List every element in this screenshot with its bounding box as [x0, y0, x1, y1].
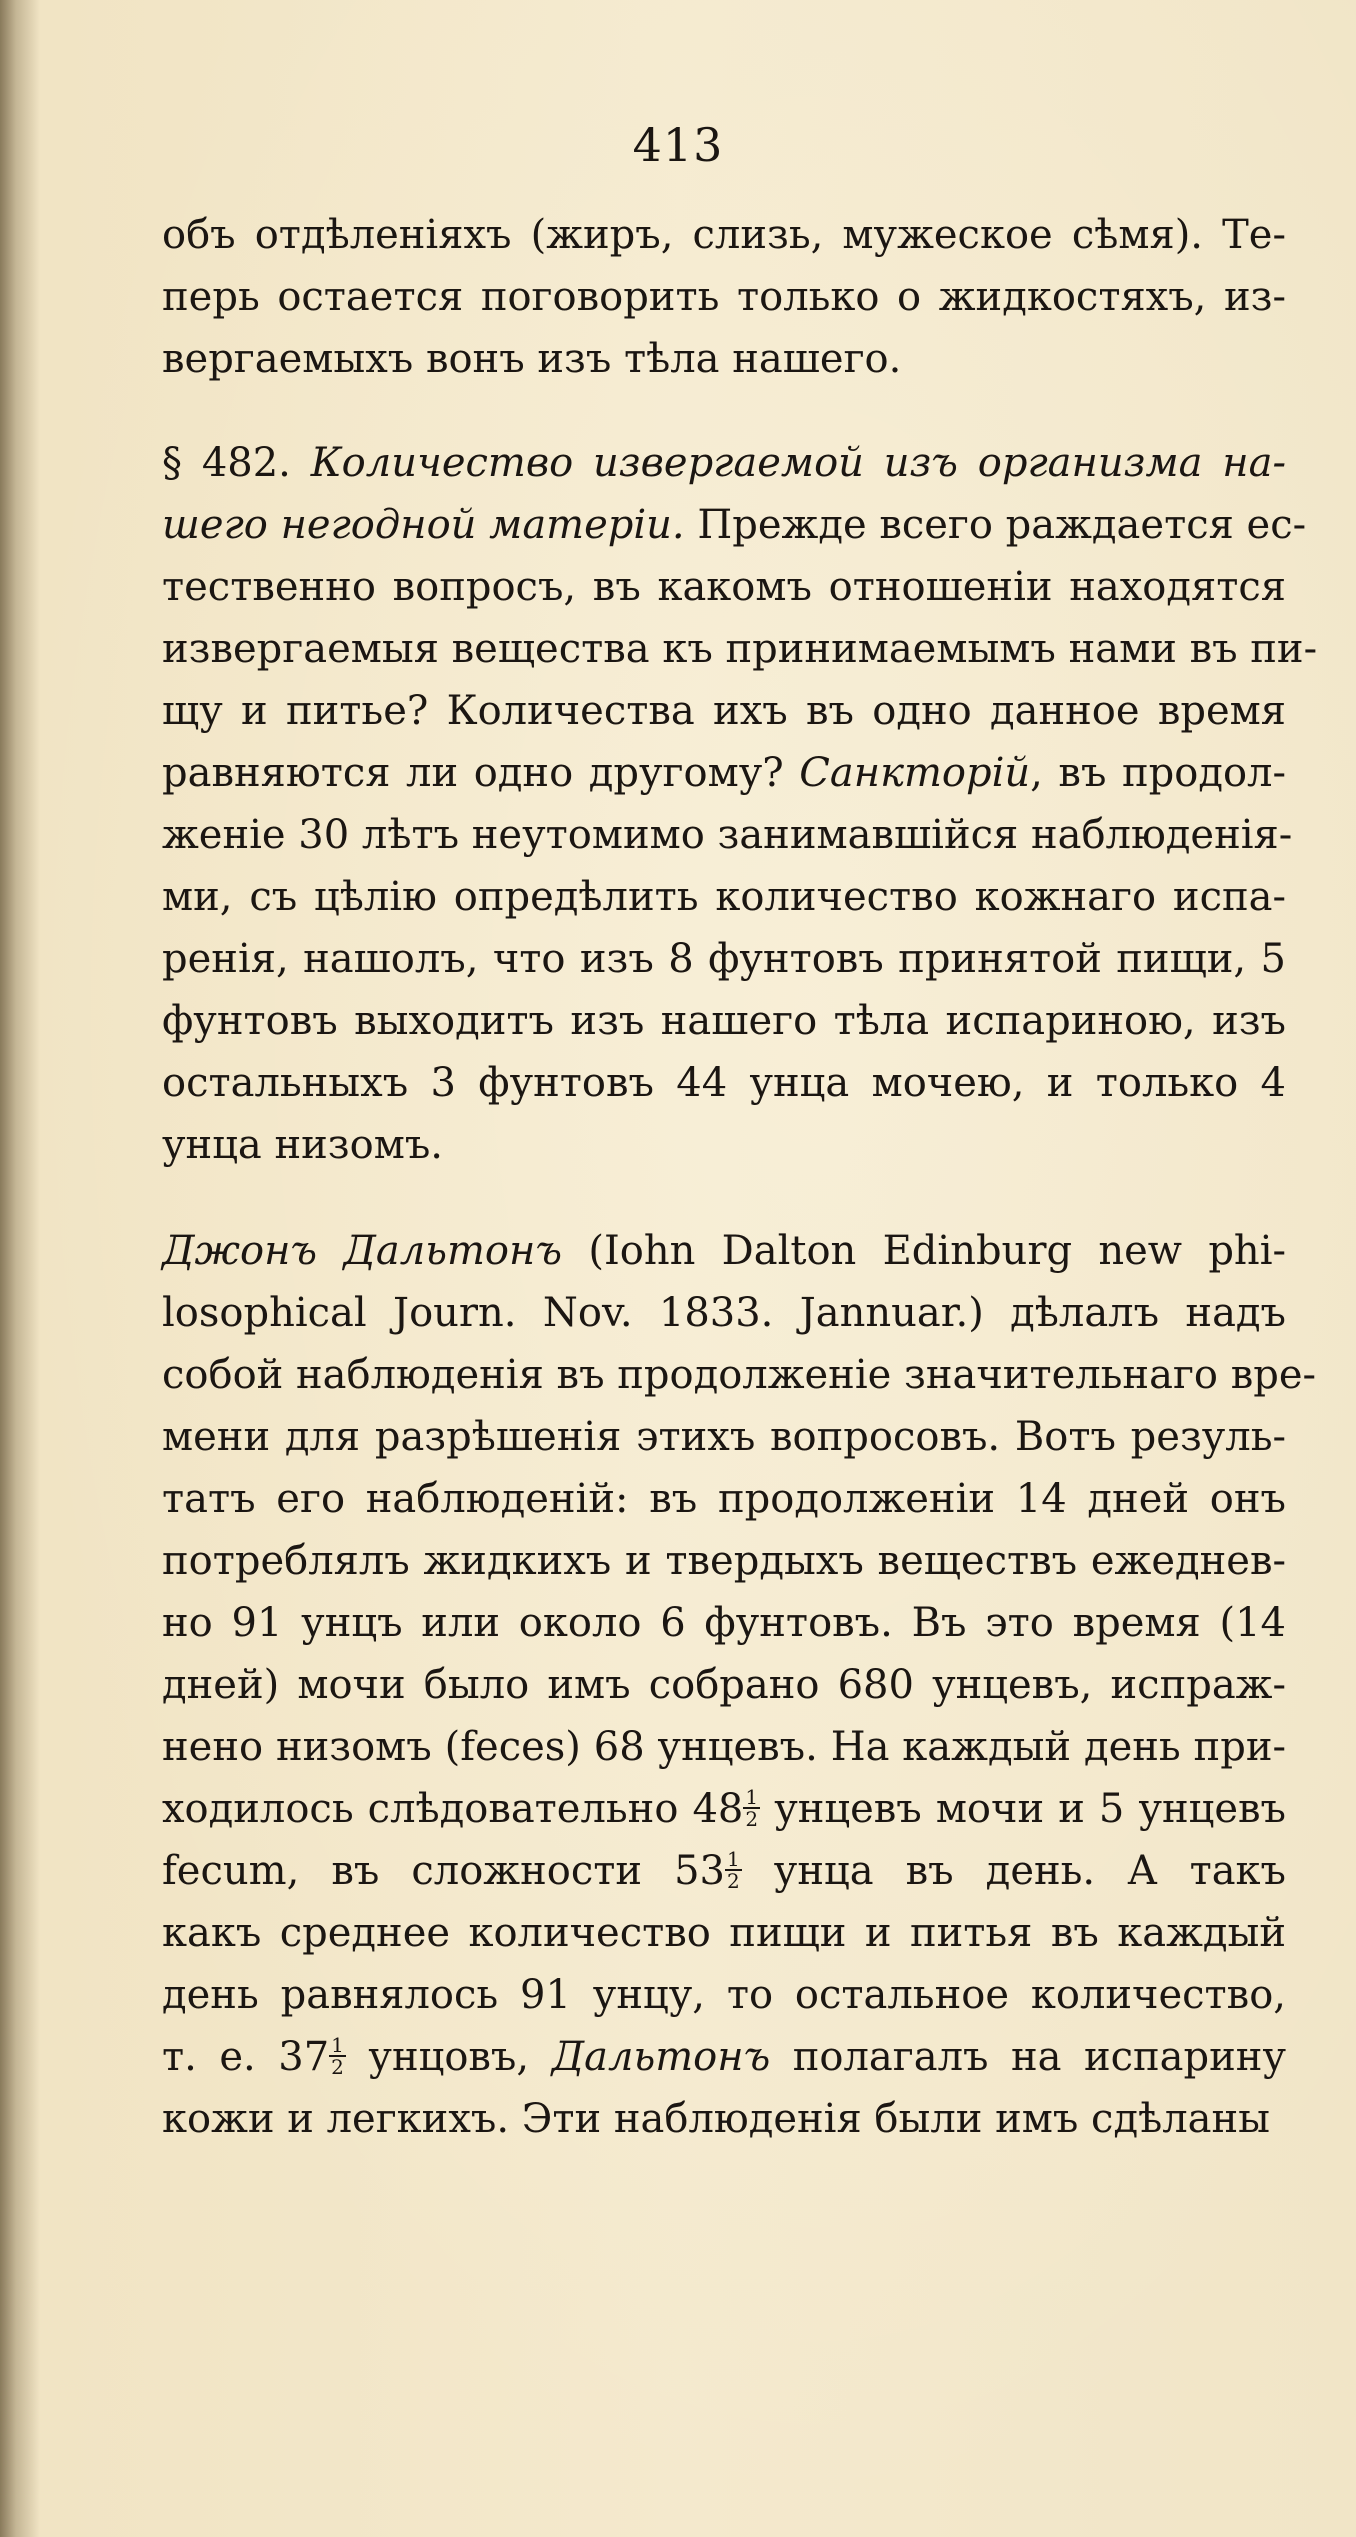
text-run: день равнялось 91 унцу, то остальное количество,	[162, 1972, 1286, 2018]
text-line	[162, 866, 1286, 928]
text-run: вергаемыхъ вонъ изъ тѣла нашего.	[162, 336, 902, 382]
text-run: кожи и легкихъ. Эти наблюденія были имъ сдѣланы	[162, 2096, 1270, 2142]
text-run: какъ среднее количество пищи и питья въ каждый	[162, 1910, 1286, 1956]
italic-run: шего негодной матеріи.	[162, 502, 685, 548]
text-line	[162, 2026, 1286, 2088]
text-line	[162, 1114, 1286, 1176]
text-line	[162, 2088, 1286, 2150]
text-line	[162, 1716, 1286, 1778]
fraction-denominator: 2	[745, 1807, 759, 1831]
binding-shadow	[0, 0, 40, 2537]
text-line	[162, 1902, 1286, 1964]
text-run: унца низомъ.	[162, 1122, 443, 1168]
fraction-numerator: 1	[727, 1847, 740, 1871]
text-run: фунтовъ выходитъ изъ нашего тѣла испариною, изъ	[162, 998, 1286, 1044]
text-run: Прежде всего раждается ес-	[684, 502, 1307, 548]
text-run: losophical Journ. Nov. 1833. Jannuar.) дѣлалъ надъ	[162, 1290, 1286, 1336]
text-run: ходилось слѣдовательно 48	[162, 1786, 744, 1832]
text-line	[162, 990, 1286, 1052]
text-run: ренія, нашолъ, что изъ 8 фунтовъ принятой пищи, 5	[162, 936, 1286, 982]
italic-run: Санкторій	[799, 750, 1031, 796]
fraction-denominator: 2	[727, 1869, 740, 1893]
italic-run: Джонъ Дальтонъ	[162, 1228, 563, 1274]
text-line	[162, 1778, 1286, 1840]
page-number: 413	[632, 118, 724, 172]
text-run: т. е. 37	[162, 2034, 330, 2080]
text-run: объ отдѣленіяхъ (жиръ, слизь, мужеское сѣмя). Те-	[162, 212, 1286, 258]
text-line	[162, 1344, 1317, 1406]
fraction-numerator: 1	[331, 2033, 344, 2057]
text-run: собой наблюденія въ продолженіе значительнаго вре-	[162, 1352, 1317, 1398]
text-run: равняются ли одно другому?	[162, 750, 800, 796]
text-run: мени для разрѣшенія этихъ вопросовъ. Вотъ резуль-	[162, 1414, 1286, 1460]
text-run: ми, съ цѣлію опредѣлить количество кожнаго испа-	[162, 874, 1286, 920]
text-run: дней) мочи было имъ собрано 680 унцевъ, испраж-	[162, 1662, 1286, 1708]
text-run: перь остается поговорить только о жидкостяхъ, из-	[162, 274, 1286, 320]
text-run: унца въ день. А такъ	[741, 1848, 1287, 1894]
text-line	[162, 804, 1293, 866]
text-run: унцевъ мочи и 5 унцевъ	[760, 1786, 1287, 1832]
text-run: , въ продол-	[1030, 750, 1286, 796]
text-line	[162, 928, 1286, 990]
body-text	[162, 204, 1318, 2150]
text-line	[162, 1592, 1286, 1654]
text-run: fecum, въ сложности 53	[162, 1848, 725, 1894]
text-run: (Iohn Dalton Edinburg new phi-	[562, 1228, 1287, 1274]
text-line	[162, 1840, 1286, 1902]
text-line	[162, 618, 1318, 680]
text-run: щу и питье? Количества ихъ въ одно данное время	[162, 688, 1286, 734]
text-line	[162, 204, 1286, 266]
fraction-numerator: 1	[745, 1785, 759, 1809]
fraction-denominator: 2	[331, 2055, 344, 2079]
text-line	[162, 1468, 1286, 1530]
text-line	[162, 1964, 1286, 2026]
text-run: татъ его наблюденій: въ продолженіи 14 дней онъ	[162, 1476, 1286, 1522]
text-line	[162, 556, 1286, 618]
text-run: унцовъ,	[345, 2034, 552, 2080]
text-line	[162, 680, 1286, 742]
text-line	[162, 494, 1307, 556]
text-line	[162, 328, 1286, 390]
text-run: извергаемыя вещества къ принимаемымъ нами въ пи-	[162, 626, 1318, 672]
text-run: полагалъ на испарину	[770, 2034, 1286, 2080]
text-run: § 482.	[162, 440, 311, 486]
text-run: потреблялъ жидкихъ и твердыхъ веществъ ежеднев-	[162, 1538, 1286, 1584]
text-line	[162, 1654, 1286, 1716]
text-line	[162, 742, 1286, 804]
text-run: но 91 унцъ или около 6 фунтовъ. Въ это время (14	[162, 1600, 1286, 1646]
text-run: тественно вопросъ, въ какомъ отношеніи находятся	[162, 564, 1286, 610]
fraction	[743, 1787, 760, 1829]
text-line	[162, 1530, 1286, 1592]
text-line	[162, 1406, 1286, 1468]
text-run: остальныхъ 3 фунтовъ 44 унца мочею, и только 4	[162, 1060, 1286, 1106]
text-line	[162, 1052, 1286, 1114]
italic-run: Количество извергаемой изъ организма на-	[310, 440, 1286, 486]
text-line	[162, 432, 1286, 494]
text-run: нено низомъ (feces) 68 унцевъ. На каждый день при-	[162, 1724, 1286, 1770]
fraction	[725, 1849, 742, 1891]
text-line	[162, 266, 1286, 328]
text-line	[162, 1282, 1286, 1344]
text-line	[162, 1220, 1286, 1282]
fraction	[329, 2035, 346, 2077]
text-run: женіе 30 лѣтъ неутомимо занимавшійся наблюденія-	[162, 812, 1293, 858]
italic-run: Дальтонъ	[551, 2034, 771, 2080]
